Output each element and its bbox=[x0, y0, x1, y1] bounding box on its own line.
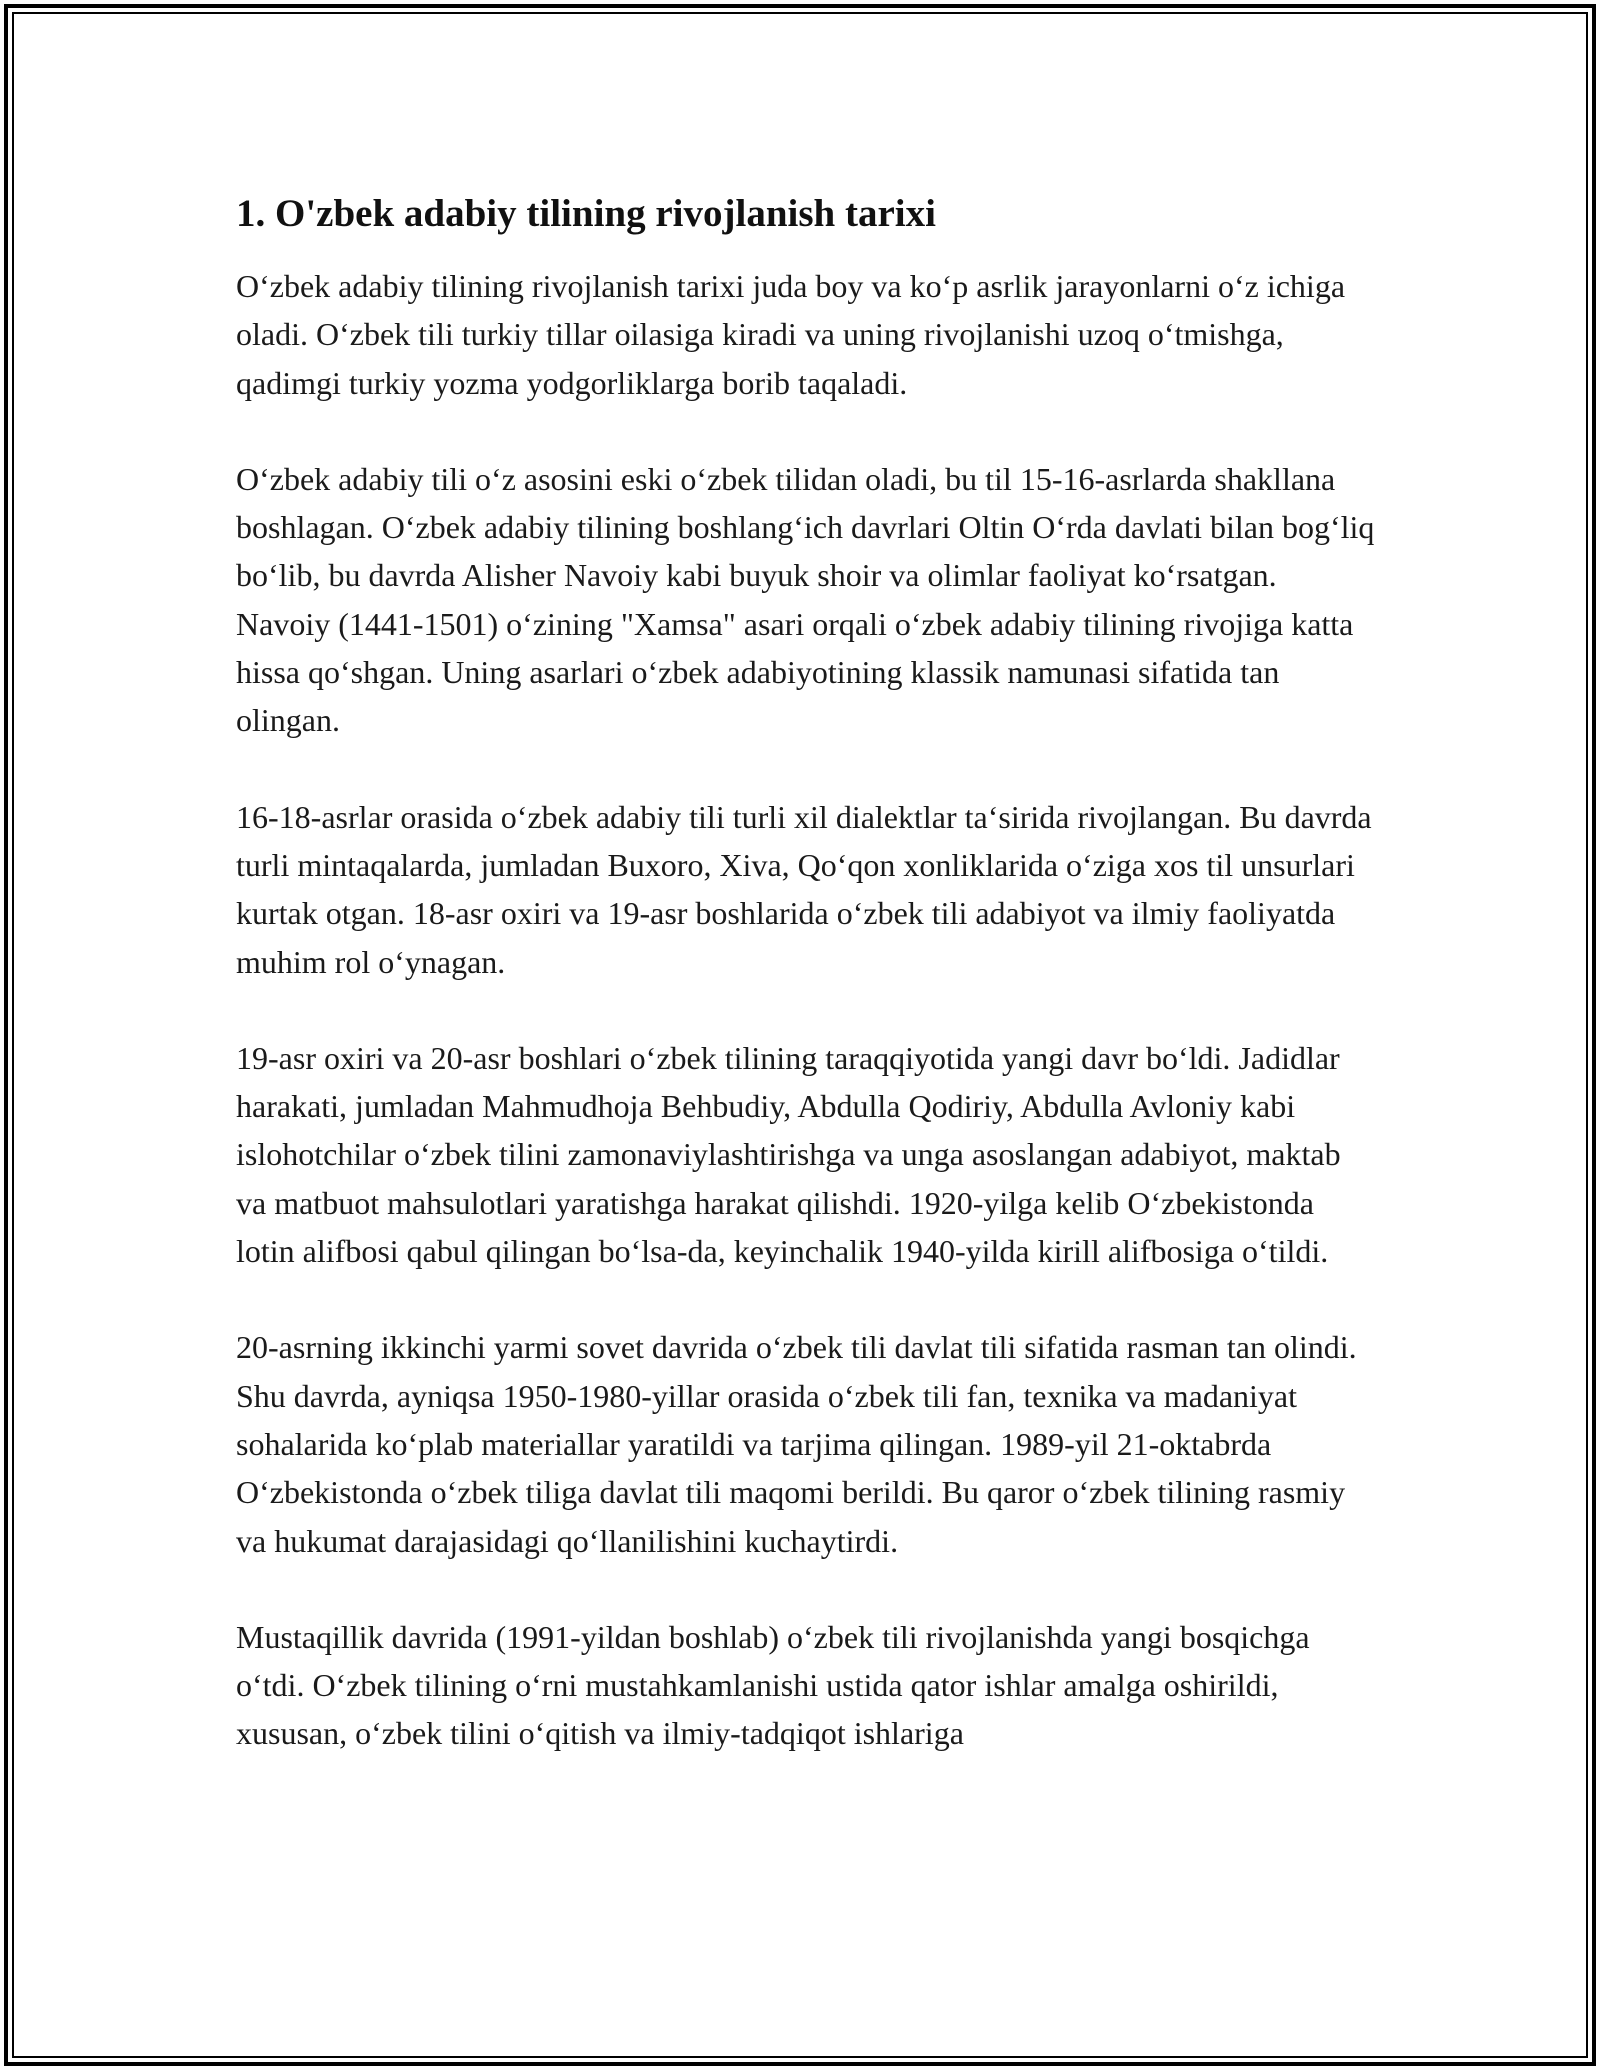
document-body bbox=[236, 188, 1376, 1806]
paragraph-5: 20-asrning ikkinchi yarmi sovet davrida o‘zbek tili davlat tili sifatida rasman tan olindi. Shu davrda, ayniqsa 1950-1980-yillar orasida o‘zbek tili fan, texnika va madaniyat sohalarida ko‘plab materiallar yaratildi va tarjima qilingan. 1989-yil 21-oktabrda O‘zbekistonda o‘zbek tiliga davlat tili maqomi berildi. Bu qaror o‘zbek tilining rasmiy va hukumat darajasidagi qo‘llanilishini kuchaytirdi. bbox=[236, 1329, 1357, 1559]
paragraph-6: Mustaqillik davrida (1991-yildan boshlab) o‘zbek tili rivojlanishda yangi bosqichga o‘tdi. O‘zbek tilining o‘rni mustahkamlanishi ustida qator ishlar amalga oshirildi, xususan, o‘zbek tilini o‘qitish va ilmiy-tadqiqot ishlariga bbox=[236, 1618, 1310, 1752]
paragraph-3: 16-18-asrlar orasida o‘zbek adabiy tili turli xil dialektlar ta‘sirida rivojlangan. Bu davrda turli mintaqalarda, jumladan Buxoro, Xiva, Qo‘qon xonliklarida o‘ziga xos til unsurlari kurtak otgan. 18-asr oxiri va 19-asr boshlarida o‘zbek tili adabiyot va ilmiy faoliyatda muhim rol o‘ynagan. bbox=[236, 798, 1372, 980]
paragraph-2: O‘zbek adabiy tili o‘z asosini eski o‘zbek tilidan oladi, bu til 15-16-asrlarda shakllana boshlagan. O‘zbek adabiy tilining boshlang‘ich davrlari Oltin O‘rda davlati bilan bog‘liq bo‘lib, bu davrda Alisher Navoiy kabi buyuk shoir va olimlar faoliyat ko‘rsatgan. Navoiy (1441-1501) o‘zining "Xamsa" asari orqali o‘zbek adabiy tilining rivojiga katta hissa qo‘shgan. Uning asarlari o‘zbek adabiyotining klassik namunasi sifatida tan olingan. bbox=[236, 460, 1375, 739]
section-heading: 1. O'zbek adabiy tilining rivojlanish tarixi bbox=[236, 192, 936, 235]
paragraph-4: 19-asr oxiri va 20-asr boshlari o‘zbek tilining taraqqiyotida yangi davr bo‘ldi. Jadidlar harakati, jumladan Mahmudhoja Behbudiy, Abdulla Qodiriy, Abdulla Avloniy kabi islohotchilar o‘zbek tilini zamonaviylashtirishga va unga asoslangan adabiyot, maktab va matbuot mahsulotlari yaratishga harakat qilishdi. 1920-yilga kelib O‘zbekistonda lotin alifbosi qabul qilingan bo‘lsa-da, keyinchalik 1940-yilda kirill alifbosiga o‘tildi. bbox=[236, 1039, 1341, 1270]
paragraph-1: O‘zbek adabiy tilining rivojlanish tarixi juda boy va ko‘p asrlik jarayonlarni o‘z ichiga oladi. O‘zbek tili turkiy tillar oilasiga kiradi va uning rivojlanishi uzoq o‘tmishga, qadimgi turkiy yozma yodgorliklarga borib taqaladi. bbox=[236, 268, 1346, 401]
